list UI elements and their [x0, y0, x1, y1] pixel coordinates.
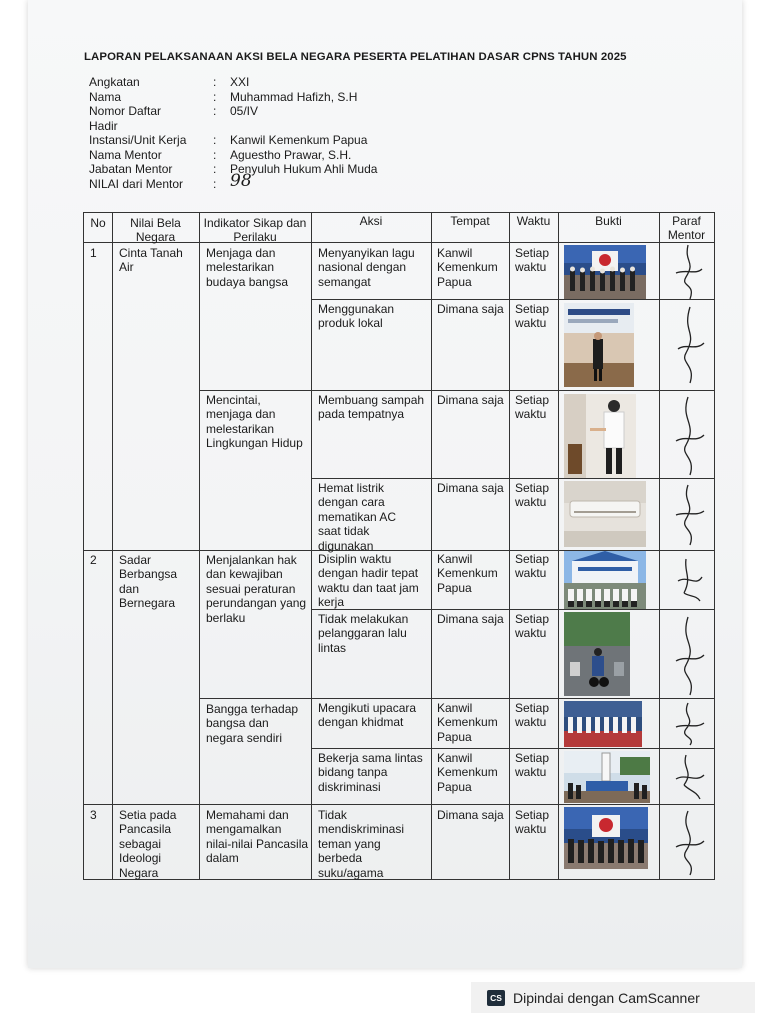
info-label: Instansi/Unit Kerja — [89, 133, 187, 147]
info-label: NILAI dari Mentor — [89, 176, 184, 191]
group-number: 1 — [90, 246, 97, 260]
info-colon: : — [213, 147, 217, 162]
waktu-cell: Setiap waktu — [515, 808, 550, 837]
group-number: 2 — [90, 553, 97, 567]
waktu-cell: Setiap waktu — [515, 701, 550, 730]
info-colon: : — [213, 75, 217, 89]
waktu-cell: Setiap waktu — [515, 612, 550, 641]
indicator: Bangga terhadap bangsa dan negara sendiri — [206, 702, 299, 745]
waktu-cell: Setiap waktu — [515, 302, 550, 331]
table-col-divider — [112, 213, 113, 879]
header-nilai: Nilai Bela Negara — [130, 216, 181, 245]
evidence-photo-teamwork — [564, 751, 650, 803]
aksi-cell: Menggunakan produk lokal — [318, 302, 395, 331]
table-col-divider — [311, 213, 312, 879]
table-row-divider — [311, 299, 714, 300]
tempat-cell: Kanwil Kemenkum Papua — [437, 751, 498, 794]
aksi-cell: Bekerja sama lintas bidang tanpa diskriminasi — [318, 751, 423, 794]
info-value: XXI — [230, 75, 250, 89]
tempat-cell: Kanwil Kemenkum Papua — [437, 701, 498, 744]
tempat-cell: Dimana saja — [437, 393, 504, 407]
tempat-cell: Dimana saja — [437, 612, 504, 626]
waktu-cell: Setiap waktu — [515, 751, 550, 780]
table-row-divider — [311, 748, 714, 749]
evidence-photo-traffic — [564, 612, 630, 696]
tempat-cell: Dimana saja — [437, 481, 504, 495]
camscanner-icon: CS — [487, 990, 505, 1006]
evidence-photo-attendance — [564, 551, 646, 609]
indicator: Menjalankan hak dan kewajiban sesuai peraturan perundangan yang berlaku — [206, 553, 307, 625]
mentor-signature — [666, 613, 710, 697]
table-row-divider — [84, 804, 714, 805]
header-aksi: Aksi — [359, 214, 383, 228]
aksi-cell: Tidak mendiskriminasi teman yang berbeda suku/agama — [318, 808, 405, 880]
info-colon: : — [213, 162, 217, 176]
evidence-photo-ac — [564, 481, 646, 547]
mentor-signature — [666, 303, 710, 387]
aksi-cell: Mengikuti upacara dengan khidmat — [318, 701, 417, 730]
info-value: Kanwil Kemenkum Papua — [230, 133, 368, 147]
indicator: Mencintai, menjaga dan melestarikan Lingkungan Hidup — [206, 393, 303, 451]
info-label: Nomor Daftar Hadir — [89, 104, 162, 133]
waktu-cell: Setiap waktu — [515, 552, 550, 581]
info-value: Muhammad Hafizh, S.H — [230, 89, 358, 104]
table-col-divider — [558, 213, 559, 879]
info-value: Aguestho Prawar, S.H. — [230, 147, 352, 162]
header-bukti: Bukti — [595, 214, 622, 228]
table-col-divider — [431, 213, 432, 879]
info-colon: : — [213, 89, 217, 104]
indicator: Menjaga dan melestarikan budaya bangsa — [206, 246, 289, 289]
header-tempat: Tempat — [450, 214, 490, 228]
aksi-cell: Tidak melakukan pelanggaran lalu lintas — [318, 612, 409, 655]
table-col-divider — [659, 213, 660, 879]
evidence-photo-local-product — [564, 303, 634, 387]
camscanner-text: Dipindai dengan CamScanner — [513, 989, 700, 1006]
tempat-cell: Dimana saja — [437, 302, 504, 316]
table-col-divider — [199, 213, 200, 879]
mentor-signature — [666, 807, 710, 877]
waktu-cell: Setiap waktu — [515, 246, 550, 275]
group-nilai: Setia pada Pancasila sebagai Ideologi Negara — [119, 808, 177, 880]
tempat-cell: Kanwil Kemenkum Papua — [437, 552, 498, 595]
table-row-divider — [199, 698, 714, 699]
indicator: Memahami dan mengamalkan nilai-nilai Pancasila dalam — [206, 808, 309, 866]
header-indikator: Indikator Sikap dan Perilaku — [203, 216, 307, 245]
group-number: 3 — [90, 808, 97, 822]
mentor-signature — [666, 481, 710, 547]
header-no: No — [90, 216, 106, 230]
report-table — [83, 212, 715, 880]
mentor-signature — [666, 243, 710, 301]
evidence-photo-singing — [564, 245, 646, 299]
document-title: LAPORAN PELAKSANAAN AKSI BELA NEGARA PESERTA PELATIHAN DASAR CPNS TAHUN 2025 — [84, 51, 627, 63]
table-col-divider — [509, 213, 510, 879]
waktu-cell: Setiap waktu — [515, 481, 550, 510]
evidence-photo-ceremony — [564, 701, 642, 747]
info-colon: : — [213, 133, 217, 147]
waktu-cell: Setiap waktu — [515, 393, 550, 422]
evidence-photo-trash — [564, 394, 636, 478]
info-value: 05/IV — [230, 104, 259, 118]
camscanner-watermark — [471, 982, 755, 1013]
group-nilai: Sadar Berbangsa dan Bernegara — [119, 553, 178, 611]
header-paraf: Paraf Mentor — [667, 214, 706, 243]
info-colon: : — [213, 176, 217, 191]
info-label: Nama Mentor — [89, 147, 162, 162]
handwritten-score: 98 — [230, 170, 252, 191]
aksi-cell: Disiplin waktu dengan hadir tepat waktu dan taat jam kerja — [318, 552, 419, 610]
info-colon: : — [213, 104, 217, 118]
table-row-divider — [199, 390, 714, 391]
group-nilai: Cinta Tanah Air — [119, 246, 183, 275]
info-label: Nama — [89, 89, 122, 104]
mentor-signature — [666, 751, 710, 803]
tempat-cell: Dimana saja — [437, 808, 504, 822]
aksi-cell: Menyanyikan lagu nasional dengan semangat — [318, 246, 415, 289]
table-row-divider — [311, 478, 714, 479]
info-label: Jabatan Mentor — [89, 162, 173, 176]
info-value: Penyuluh Hukum Ahli Muda — [230, 162, 378, 176]
mentor-signature — [666, 393, 710, 477]
mentor-signature — [666, 553, 710, 609]
mentor-signature — [666, 701, 710, 747]
evidence-photo-pancasila — [564, 807, 648, 869]
header-waktu: Waktu — [516, 214, 551, 228]
info-label: Angkatan — [89, 75, 140, 89]
tempat-cell: Kanwil Kemenkum Papua — [437, 246, 498, 289]
aksi-cell: Membuang sampah pada tempatnya — [318, 393, 425, 422]
aksi-cell: Hemat listrik dengan cara mematikan AC saat tidak digunakan — [318, 481, 397, 553]
